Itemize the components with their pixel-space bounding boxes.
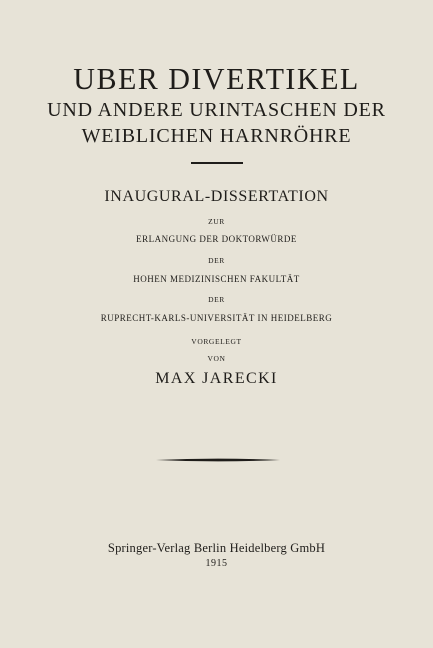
dissertation-der-2: DER	[208, 295, 225, 304]
dissertation-universitaet: RUPRECHT-KARLS-UNIVERSITÄT IN HEIDELBERG	[100, 313, 333, 323]
publisher-imprint: Springer-Verlag Berlin Heidelberg GmbH	[107, 541, 326, 555]
divider-rule	[191, 162, 243, 164]
author-name: MAX JARECKI	[155, 370, 278, 387]
publication-year: 1915	[205, 558, 228, 569]
dissertation-erlangung: ERLANGUNG DER DOKTORWÜRDE	[136, 234, 297, 244]
ornament-icon	[156, 456, 280, 464]
book-subtitle-line-2: WEIBLICHEN HARNRÖHRE	[81, 125, 352, 147]
book-title: UBER DIVERTIKEL	[73, 61, 360, 96]
dissertation-der-1: DER	[208, 256, 225, 265]
dissertation-heading: INAUGURAL-DISSERTATION	[104, 188, 329, 205]
dissertation-fakultaet: HOHEN MEDIZINISCHEN FAKULTÄT	[133, 274, 300, 284]
dissertation-vorgelegt: VORGELEGT	[191, 337, 242, 346]
dissertation-zur: ZUR	[208, 217, 225, 226]
book-subtitle-line-1: UND ANDERE URINTASCHEN DER	[47, 99, 386, 121]
dissertation-von: VON	[207, 354, 226, 363]
